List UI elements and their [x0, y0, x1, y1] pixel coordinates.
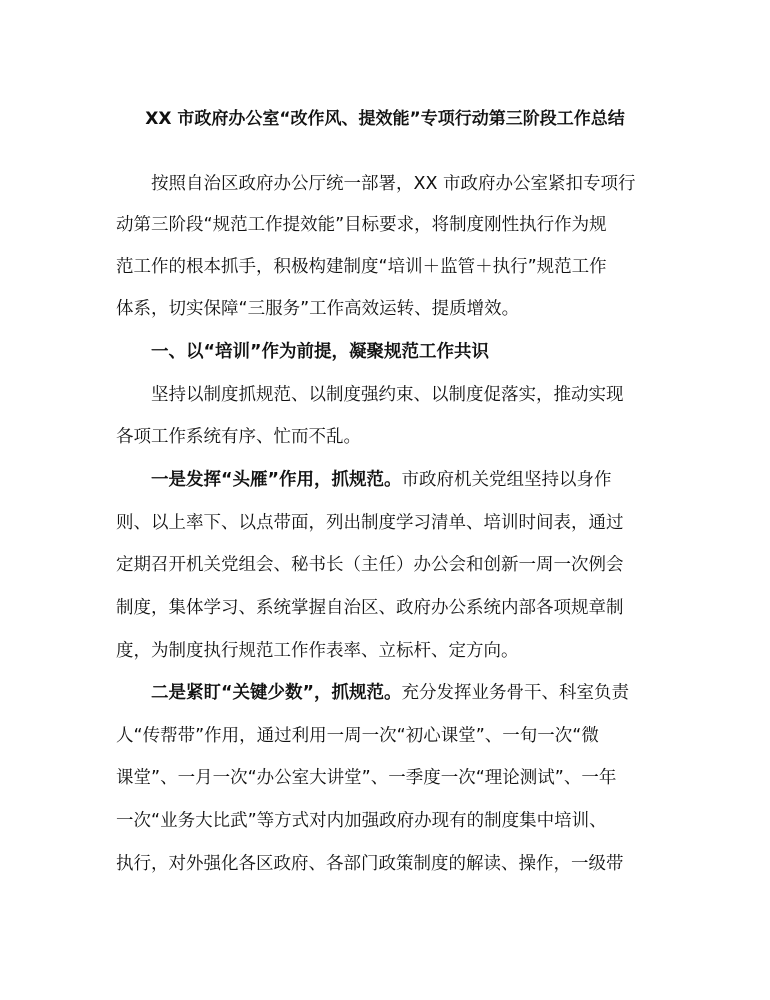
point-1-line-1 — [151, 466, 656, 494]
point-2-line-5: 执行，对外强化各区政府、各部门政策制度的解读、操作，一级带 — [116, 854, 624, 874]
point-1-line-2: 则、以上率下、以点带面，列出制度学习清单、培训时间表，通过 — [116, 513, 624, 533]
point-2-line-1 — [151, 679, 656, 707]
document-title: XX 市政府办公室“改作风、提效能”专项行动第三阶段工作总结 — [145, 109, 625, 129]
point-1-line-4: 制度，集体学习、系统掌握自治区、政府办公系统内部各项规章制 — [116, 598, 624, 618]
point-2-line-2: 人“传帮带”作用，通过利用一周一次“初心课堂”、一旬一次“微 — [116, 726, 599, 746]
point-2-line-3: 课堂”、一月一次“办公室大讲堂”、一季度一次“理论测试”、一年 — [116, 768, 617, 788]
section-1-body-line-1: 坚持以制度抓规范、以制度强约束、以制度促落实，推动实现 — [151, 385, 624, 405]
point-1-line-3: 定期召开机关党组会、秘书长（主任）办公会和创新一周一次例会 — [116, 555, 624, 575]
point-2-line-4: 一次“业务大比武”等方式对内加强政府办现有的制度集中培训、 — [116, 811, 607, 831]
intro-line-4: 体系，切实保障“三服务”工作高效运转、提质增效。 — [116, 299, 520, 319]
point-1-lead: 一是发挥“头雁”作用，抓规范。 — [151, 470, 402, 490]
section-1-heading: 一、以“培训”作为前提，凝聚规范工作共识 — [151, 342, 490, 362]
intro-line-2: 动第三阶段“规范工作提效能”目标要求，将制度刚性执行作为规 — [116, 215, 607, 235]
section-1-body-line-2: 各项工作系统有序、忙而不乱。 — [116, 427, 361, 447]
intro-line-1: 按照自治区政府办公厅统一部署，XX 市政府办公室紧扣专项行 — [151, 174, 636, 194]
point-2-lead: 二是紧盯“关键少数”，抓规范。 — [151, 683, 402, 703]
intro-line-3: 范工作的根本抓手，积极构建制度“培训＋监管＋执行”规范工作 — [116, 257, 607, 277]
point-1-line-5: 度，为制度执行规范工作作表率、立标杆、定方向。 — [116, 641, 519, 661]
point-1-first-line-rest: 市政府机关党组坚持以身作 — [401, 470, 612, 490]
point-2-first-line-rest: 充分发挥业务骨干、科室负责 — [401, 683, 630, 703]
